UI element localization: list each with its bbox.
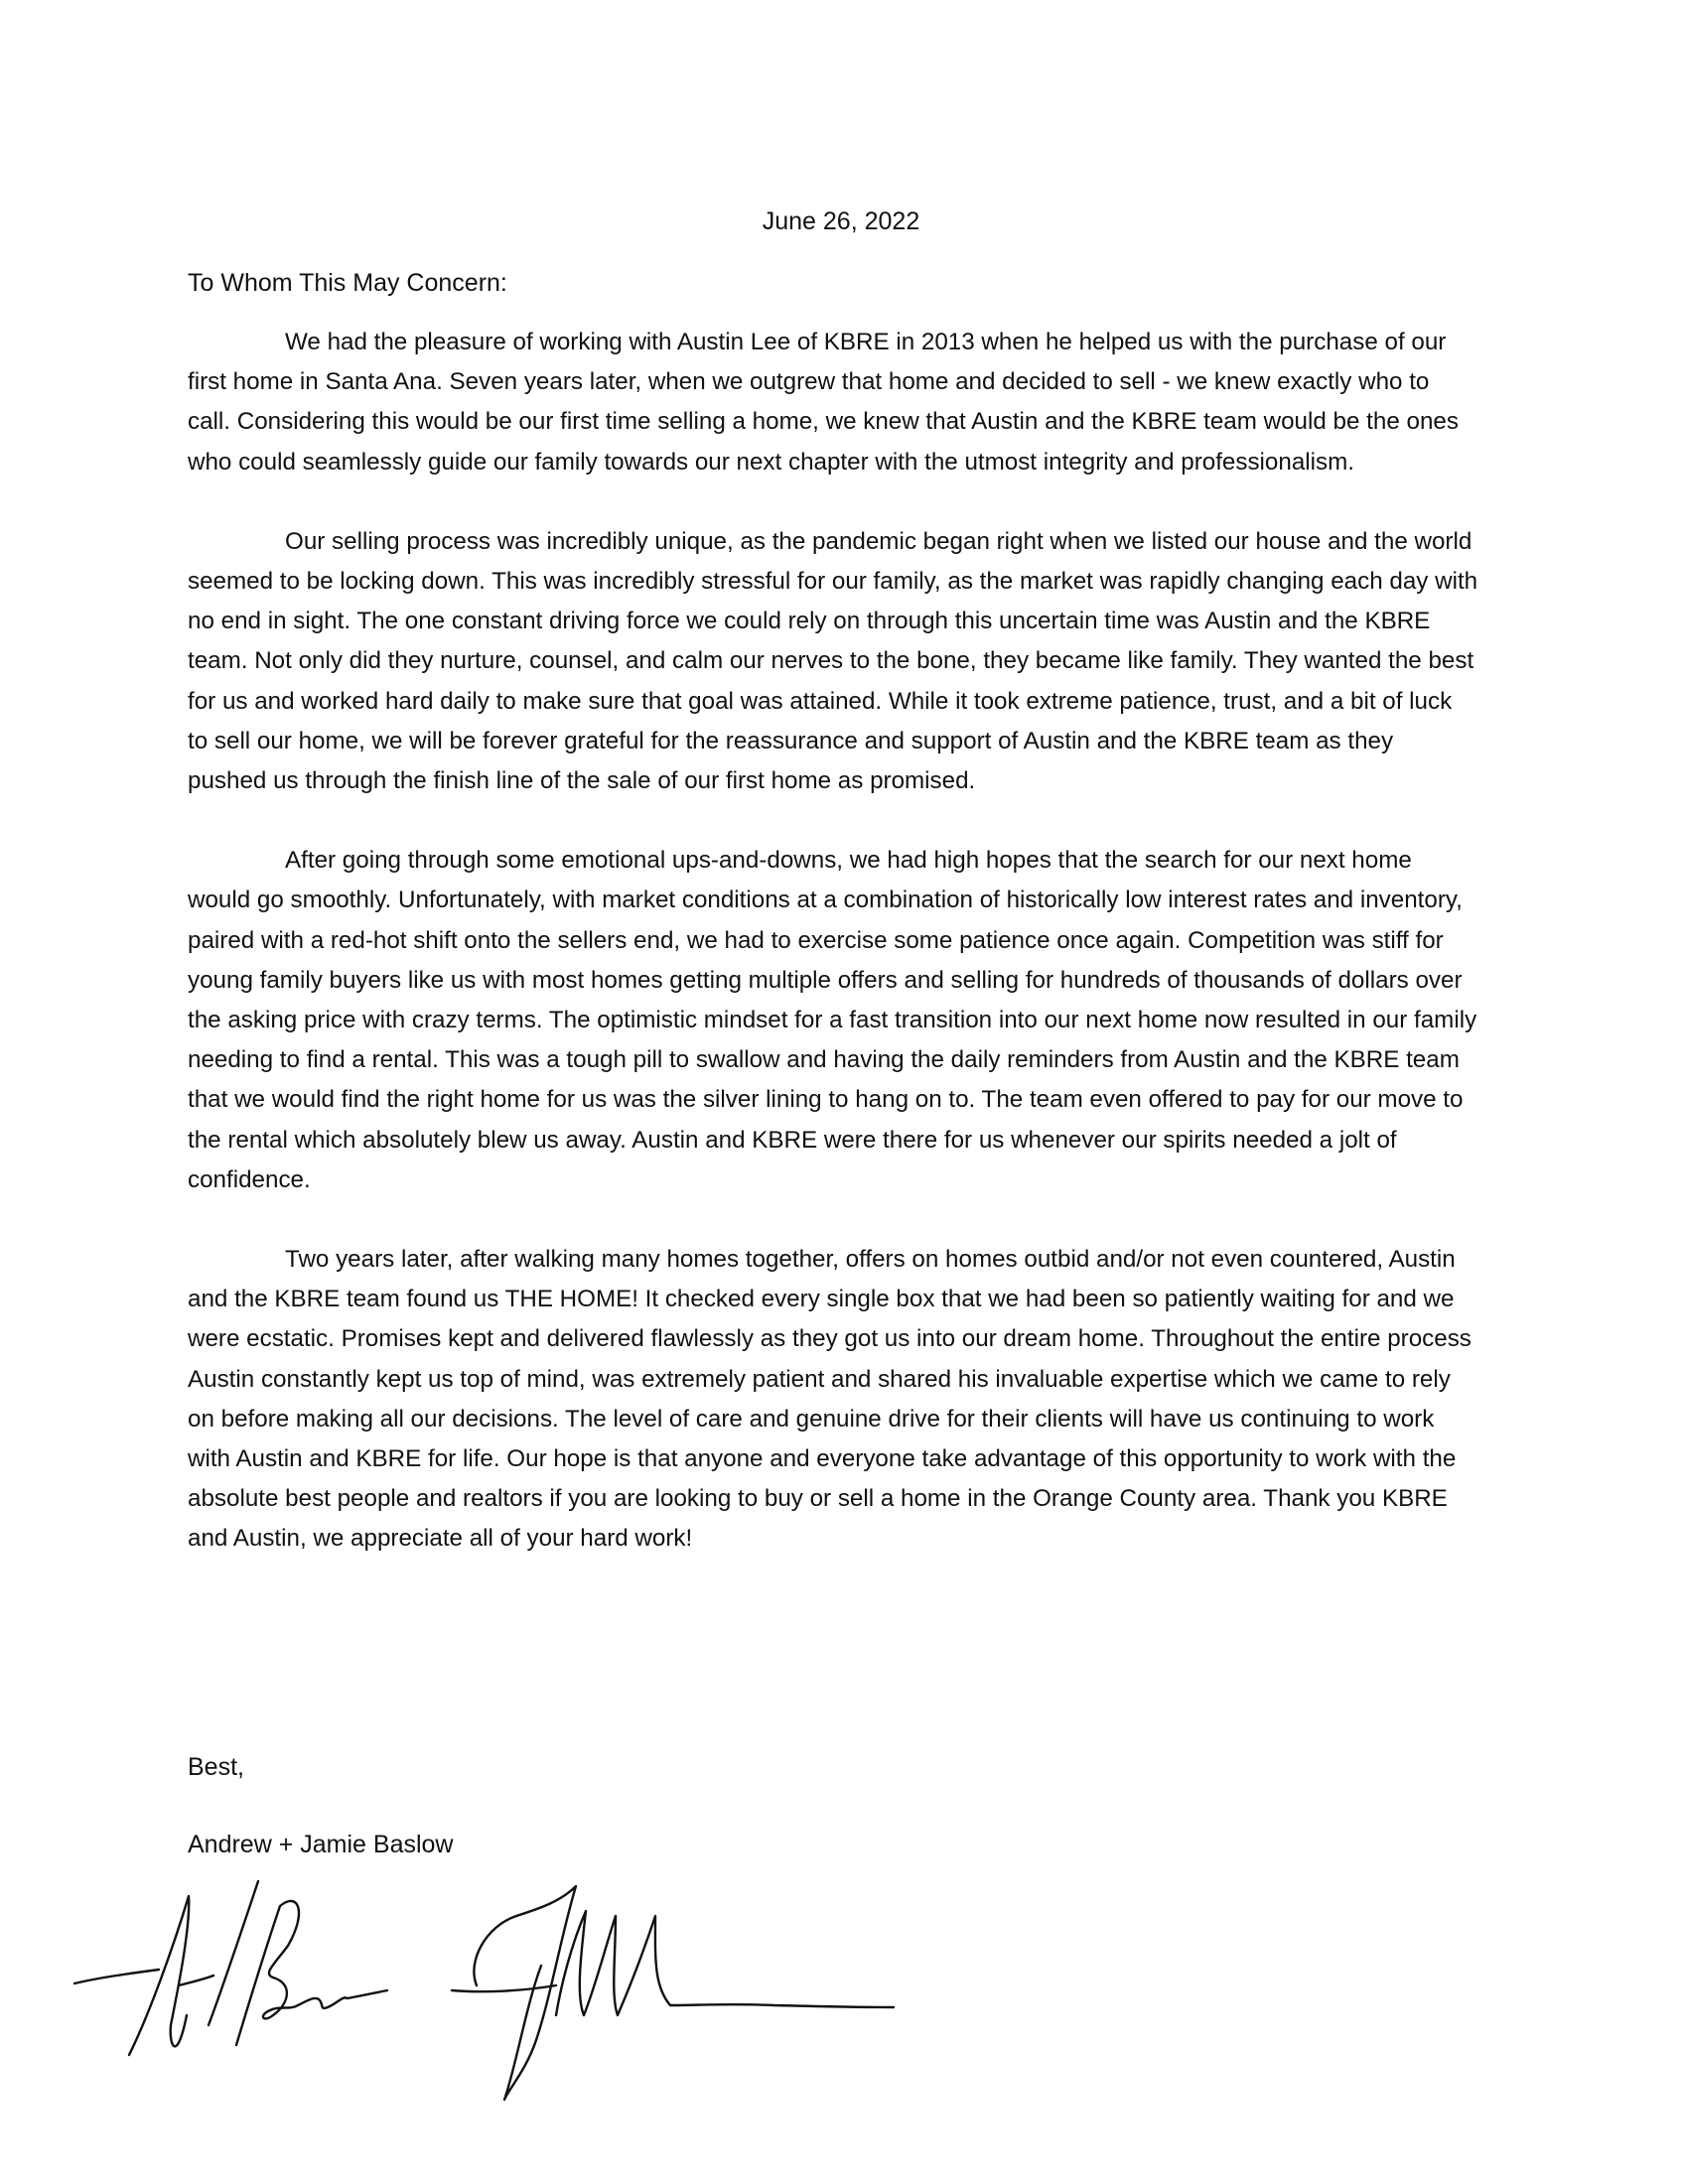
letter-signers: Andrew + Jamie Baslow <box>188 1831 454 1858</box>
paragraph-1: We had the pleasure of working with Austin Lee of KBRE in 2013 when he helped us with the purchase of our first home in Santa Ana. Seven years later, when we outgrew that home and decided to sell - we knew exactly who to call. Considering this would be our first time selling a home, we knew that Austin and the KBRE team would be the ones who could seamlessly guide our family towards our next chapter with the utmost integrity and professionalism. <box>188 329 1459 476</box>
paragraph-2: Our selling process was incredibly unique, as the pandemic began right when we listed our house and the world seemed to be locking down. This was incredibly stressful for our family, as the market was rapidly changing each day with no end in sight. The one constant driving force we could rely on through this uncertain time was Austin and the KBRE team. Not only did they nurture, counsel, and calm our nerves to the bone, they became like family. They wanted the best for us and worked hard daily to make sure that goal was attained. While it took extreme patience, trust, and a bit of luck to sell our home, we will be forever grateful for the reassurance and support of Austin and the KBRE team as they pushed us through the finish line of the sale of our first home as promised. <box>188 527 1478 795</box>
signature-andrew <box>74 1881 387 2055</box>
letter-body <box>188 323 1478 1599</box>
signature-jamie <box>452 1886 894 2100</box>
letter-closing: Best, <box>188 1753 244 1781</box>
letter-salutation: To Whom This May Concern: <box>188 269 507 297</box>
letter-date: June 26, 2022 <box>762 207 920 235</box>
paragraph-3: After going through some emotional ups-and-downs, we had high hopes that the search for our next home would go smoothly. Unfortunately, with market conditions at a combination of historically low interest rates and inventory, paired with a red-hot shift onto the sellers end, we had to exercise some patience once again. Competition was stiff for young family buyers like us with most homes getting multiple offers and selling for hundreds of thousands of dollars over the asking price with crazy terms. The optimistic mindset for a fast transition into our next home now resulted in our family needing to find a rental. This was a tough pill to swallow and having the daily reminders from Austin and the KBRE team that we would find the right home for us was the silver lining to hang on to. The team even offered to pay for our move to the rental which absolutely blew us away. Austin and KBRE were there for us whenever our spirits needed a jolt of confidence. <box>188 847 1477 1193</box>
handwritten-signatures <box>60 1866 953 2124</box>
paragraph-4: Two years later, after walking many homes together, offers on homes outbid and/or not even countered, Austin and the KBRE team found us THE HOME! It checked every single box that we had been so patiently waiting for and we were ecstatic. Promises kept and delivered flawlessly as they got us into our dream home. Throughout the entire process Austin constantly kept us top of mind, was extremely patient and shared his invaluable expertise which we came to rely on before making all our decisions. The level of care and genuine drive for their clients will have us continuing to work with Austin and KBRE for life. Our hope is that anyone and everyone take advantage of this opportunity to work with the absolute best people and realtors if you are looking to buy or sell a home in the Orange County area. Thank you KBRE and Austin, we appreciate all of your hard work! <box>188 1246 1472 1553</box>
